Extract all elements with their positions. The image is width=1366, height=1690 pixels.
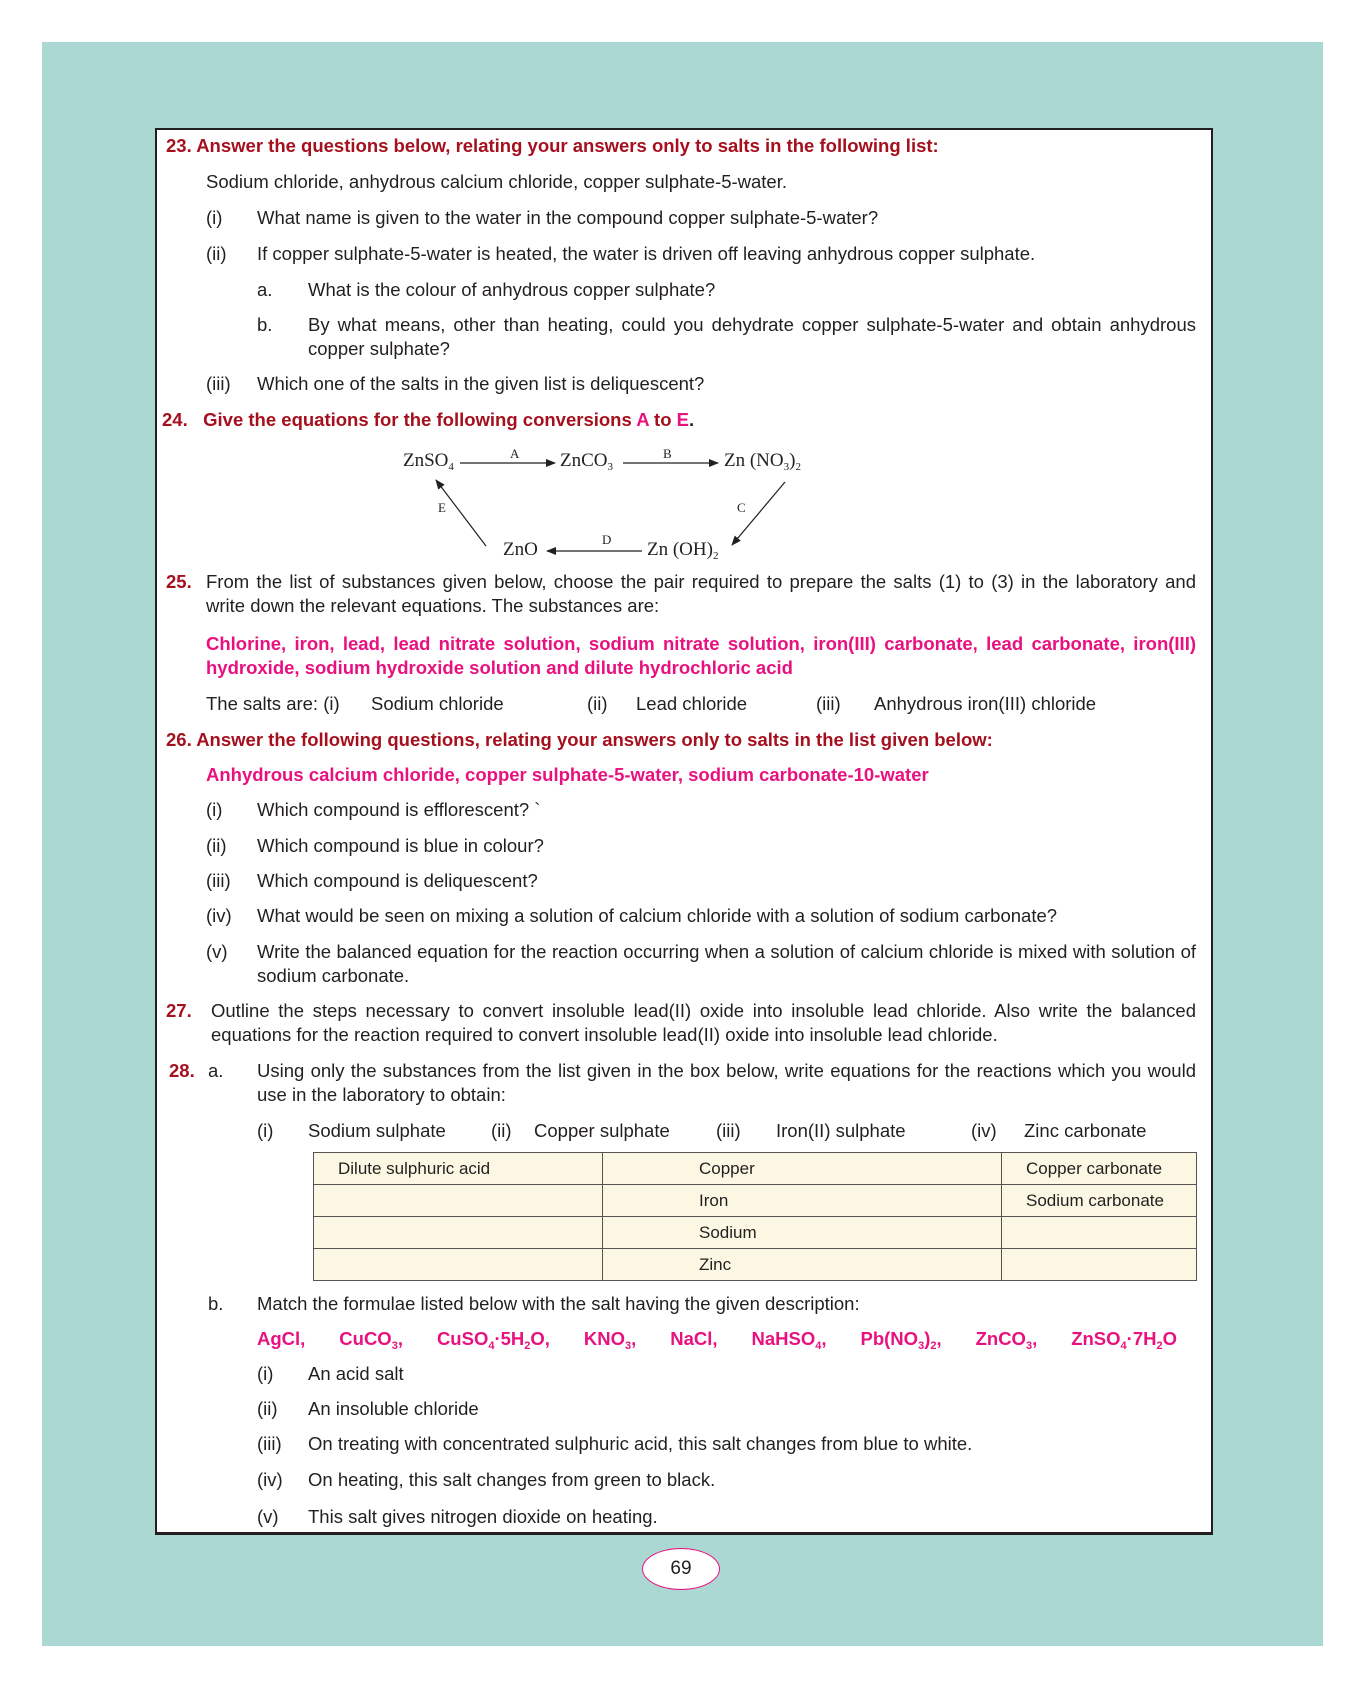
arrow-label-a: A: [510, 446, 520, 461]
q28-desc-i-label: (i): [257, 1363, 274, 1384]
q23-heading-text: Answer the questions below, relating your answers only to salts in the following list:: [196, 135, 939, 156]
q25-salt-1: Sodium chloride: [371, 693, 504, 714]
q26-item-iii: Which compound is deliquescent?: [257, 870, 538, 891]
q26-item-ii-label: (ii): [206, 835, 227, 856]
table-cell: Copper carbonate: [1002, 1153, 1197, 1185]
q28-target-4: Zinc carbonate: [1024, 1120, 1147, 1141]
q23-item-a: What is the colour of anhydrous copper sulphate?: [308, 279, 716, 300]
q26-item-iv-label: (iv): [206, 905, 232, 926]
q26-item-v: Write the balanced equation for the reaction occurring when a solution of calcium chloride is mixed with solution of sodium carbonate.: [257, 941, 1196, 986]
table-row: [314, 1185, 1197, 1217]
q23-item-ii: If copper sulphate-5-water is heated, the water is driven off leaving anhydrous copper sulphate.: [257, 243, 1036, 264]
node-zno: ZnO: [503, 539, 538, 560]
q28-target-1: Sodium sulphate: [308, 1120, 446, 1141]
substances-table: [313, 1152, 1197, 1281]
q23-item-i-label: (i): [206, 207, 223, 228]
q23-list: Sodium chloride, anhydrous calcium chloride, copper sulphate-5-water.: [206, 171, 787, 192]
q23-item-a-label: a.: [257, 279, 273, 300]
q24-heading-a: A: [636, 409, 649, 430]
q28-target-1-label: (i): [257, 1120, 274, 1141]
q28-target-3-label: (iii): [716, 1120, 741, 1141]
q26-heading-text: Answer the following questions, relating your answers only to salts in the list given below:: [196, 729, 993, 750]
q25-substances: Chlorine, iron, lead, lead nitrate solution, sodium nitrate solution, iron(III) carbonate, lead carbonate, iron(III) hydroxide, sodium hydroxide solution and dilute hydrochloric acid: [206, 633, 1196, 678]
q26-number: 26.: [166, 729, 192, 750]
node-znso4-sub: 4: [448, 461, 454, 473]
table-row: [314, 1153, 1197, 1185]
table-row: [314, 1217, 1197, 1249]
arrow-label-b: B: [663, 446, 672, 461]
q28-target-4-label: (iv): [971, 1120, 997, 1141]
q24-number: 24.: [162, 409, 188, 430]
q27-number: 27.: [166, 1000, 192, 1021]
q25-salt-2-label: (ii): [587, 693, 608, 714]
table-cell: Copper: [603, 1153, 1002, 1185]
q25-salts-prefix: The salts are: (i): [206, 693, 340, 714]
formula-nacl: NaCl,: [670, 1328, 718, 1349]
q28-desc-ii-label: (ii): [257, 1398, 278, 1419]
formulae-list: [257, 1327, 1177, 1358]
node-znso4-text: ZnSO: [403, 450, 449, 471]
q24-heading-to: to: [648, 409, 677, 430]
q28-desc-iii: On treating with concentrated sulphuric acid, this salt changes from blue to white.: [308, 1433, 973, 1454]
q28-desc-i: An acid salt: [308, 1363, 404, 1384]
q27-text: Outline the steps necessary to convert insoluble lead(II) oxide into insoluble lead chloride. Also write the balanced equations for the reaction required to convert insoluble lead(II) oxide into insoluble lead chloride.: [211, 1000, 1196, 1045]
q28-desc-ii: An insoluble chloride: [308, 1398, 479, 1419]
q26-item-i: Which compound is efflorescent? `: [257, 799, 541, 820]
q26-item-iii-label: (iii): [206, 870, 231, 891]
node-znco3-sub: 3: [607, 461, 613, 473]
q26-item-ii: Which compound is blue in colour?: [257, 835, 544, 856]
arrow-label-c: C: [737, 500, 746, 515]
q24-heading-text: Give the equations for the following conversions: [203, 409, 637, 430]
q26-item-v-label: (v): [206, 941, 228, 962]
q28-target-2: Copper sulphate: [534, 1120, 670, 1141]
arrow-label-d: D: [602, 532, 612, 547]
q26-item-iv: What would be seen on mixing a solution of calcium chloride with a solution of sodium carbonate?: [257, 905, 1058, 926]
table-cell: Sodium carbonate: [1002, 1185, 1197, 1217]
formula-kno3: $KNO_3$,: [583, 1328, 637, 1352]
q28-b-label: b.: [208, 1293, 224, 1314]
formula-cuso4-5h2o: $CuSO_4\cdot 5H_2O$,: [436, 1328, 550, 1352]
q25-salt-3: Anhydrous iron(III) chloride: [874, 693, 1097, 714]
q28-desc-iv-label: (iv): [257, 1469, 283, 1490]
q23-item-ii-label: (ii): [206, 243, 227, 264]
q23-item-iii-label: (iii): [206, 373, 231, 394]
q25-number: 25.: [166, 571, 192, 592]
q23-item-b-label: b.: [257, 314, 273, 335]
q23-item-i: What name is given to the water in the compound copper sulphate-5-water?: [257, 207, 879, 228]
formula-znso4-7h2o: $ZnSO_4\cdot 7H_2O$: [1071, 1328, 1177, 1352]
q25-salt-3-label: (iii): [816, 693, 841, 714]
table-cell: Sodium: [603, 1217, 1002, 1249]
formula-agcl: AgCl,: [257, 1328, 306, 1349]
formula-cuco3: CuCO$_3$,: [339, 1328, 403, 1352]
node-zn-oh-2-sub: 2: [712, 550, 719, 562]
q28-desc-iii-label: (iii): [257, 1433, 282, 1454]
node-zn-no3-2-text: Zn (NO: [724, 450, 784, 471]
table-cell: Zinc: [603, 1249, 1002, 1281]
q25-salt-2: Lead chloride: [636, 693, 748, 714]
table-row: [314, 1249, 1197, 1281]
table-cell: Dilute sulphuric acid: [314, 1153, 603, 1185]
formula-znco3: ZnCO$_3$,: [975, 1328, 1038, 1352]
q28-a-label: a.: [208, 1060, 224, 1081]
formula-nahso4: NaHSO$_4$,: [751, 1328, 827, 1352]
table-cell: [1002, 1249, 1197, 1281]
table-cell: [314, 1249, 603, 1281]
table-cell: [314, 1185, 603, 1217]
node-znco3-text: ZnCO: [560, 450, 608, 471]
page-number: 69: [642, 1548, 720, 1590]
q26-item-i-label: (i): [206, 799, 223, 820]
table-cell: [314, 1217, 603, 1249]
q26-heading: [166, 728, 993, 752]
q28-target-2-label: (ii): [491, 1120, 512, 1141]
q25-intro: From the list of substances given below, choose the pair required to prepare the salts (1) to (3) in the laboratory and write down the relevant equations. The substances are:: [206, 571, 1196, 616]
node-zn-no3-2-sub1: 3: [783, 461, 790, 473]
table-cell: [1002, 1217, 1197, 1249]
arrow-label-e: E: [438, 500, 446, 515]
q24-heading-e: E: [676, 409, 690, 430]
q28-desc-v: This salt gives nitrogen dioxide on heating.: [308, 1506, 658, 1527]
node-zn-no3-2-sub2: 2: [795, 461, 801, 473]
q28-desc-iv: On heating, this salt changes from green to black.: [308, 1469, 716, 1490]
q23-item-iii: Which one of the salts in the given list is deliquescent?: [257, 373, 705, 394]
q28-target-3: Iron(II) sulphate: [776, 1120, 906, 1141]
q24-heading-end: .: [689, 409, 695, 430]
q23-item-b: By what means, other than heating, could you dehydrate copper sulphate-5-water and obtain anhydrous copper sulphate?: [308, 314, 1196, 359]
table-cell: Iron: [603, 1185, 1002, 1217]
formula-pb-no3-2: $Pb(NO_3)_2$,: [860, 1328, 942, 1352]
q28-b-text: Match the formulae listed below with the salt having the given description:: [257, 1293, 860, 1314]
q28-a-text: Using only the substances from the list given in the box below, write equations for the reactions which you would use in the laboratory to obtain:: [257, 1060, 1196, 1105]
q23-number: 23.: [166, 135, 192, 156]
q28-number: 28.: [169, 1060, 195, 1081]
q26-list: Anhydrous calcium chloride, copper sulphate-5-water, sodium carbonate-10-water: [206, 764, 929, 785]
node-zn-oh-2-text: Zn (OH): [647, 539, 713, 560]
node-zn-no3-2-close: ): [789, 450, 796, 471]
q28-desc-v-label: (v): [257, 1506, 279, 1527]
